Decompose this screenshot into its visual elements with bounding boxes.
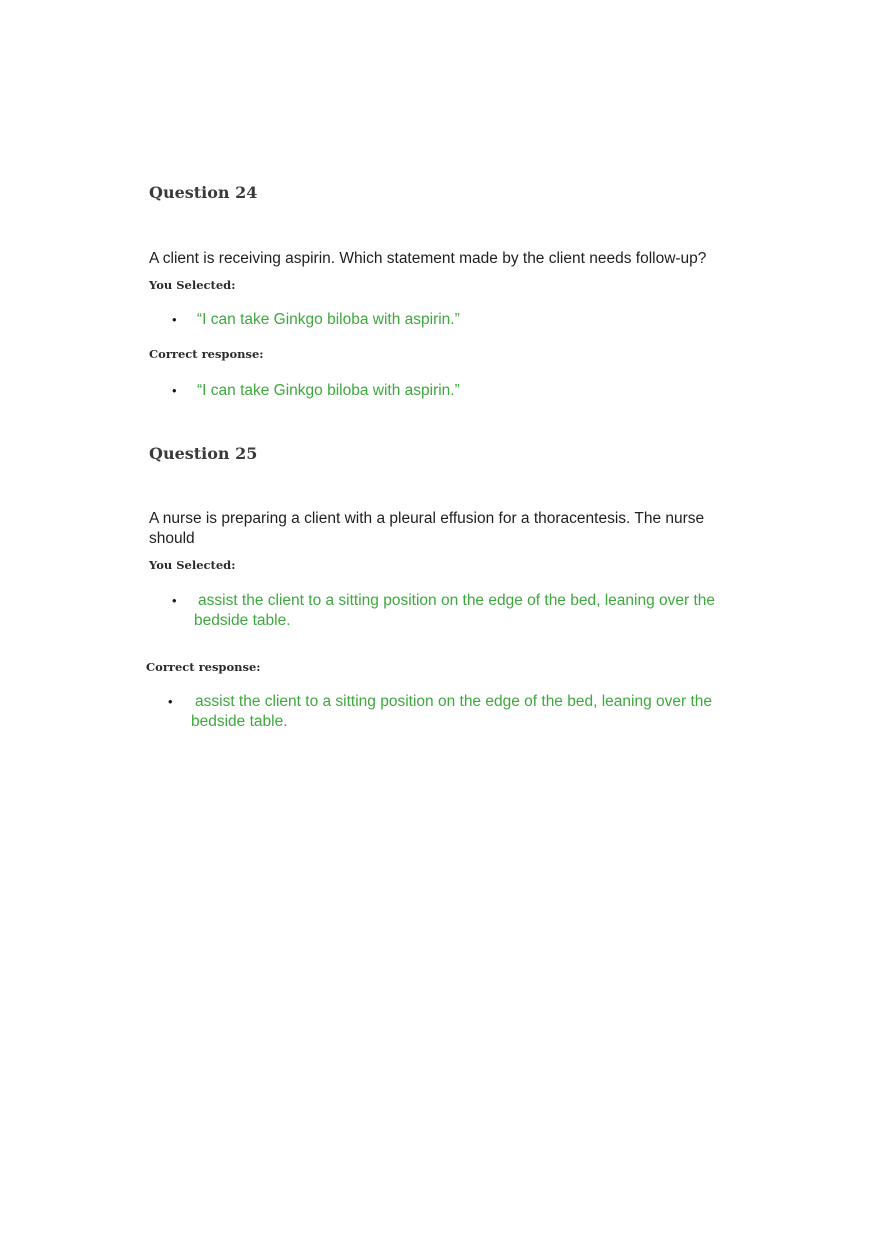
question-25-correct-label: Correct response:: [146, 660, 261, 674]
question-25-selected-answer: assist the client to a sitting position on the edge of the bed, leaning over the bedside table.: [194, 592, 716, 629]
question-25-text: A nurse is preparing a client with a pleural effusion for a thoracentesis. The nurse should: [149, 510, 705, 547]
question-24-selected-answer: “I can take Ginkgo biloba with aspirin.”: [197, 311, 460, 328]
question-25-selected-label: You Selected:: [149, 558, 236, 572]
question-24-selected-label: You Selected:: [149, 278, 236, 292]
bullet-icon: •: [172, 593, 177, 608]
question-24-text: A client is receiving aspirin. Which statement made by the client needs follow-up?: [149, 250, 707, 267]
bullet-icon: •: [168, 694, 173, 709]
question-25-title: Question 25: [149, 444, 258, 463]
question-25-correct-answer: assist the client to a sitting position on the edge of the bed, leaning over the bedside table.: [191, 693, 713, 730]
question-24-correct-label: Correct response:: [149, 347, 264, 361]
bullet-icon: •: [172, 383, 177, 398]
question-24-title: Question 24: [149, 183, 258, 202]
question-24-correct-answer: “I can take Ginkgo biloba with aspirin.”: [197, 382, 460, 399]
bullet-icon: •: [172, 312, 177, 327]
